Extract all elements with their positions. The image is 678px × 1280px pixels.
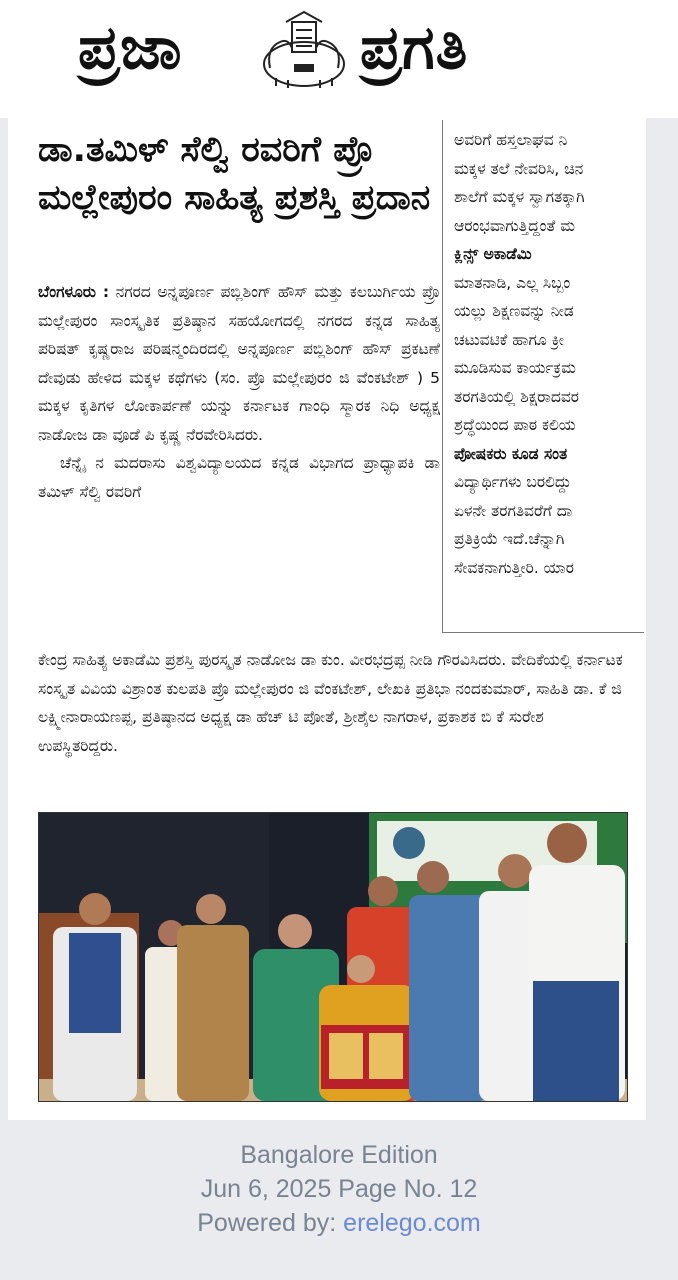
- date-page-label: Jun 6, 2025 Page No. 12: [200, 1175, 478, 1203]
- side-line: ಸೇವಕನಾಗುತ್ತೀರಿ. ಯಾರ: [454, 558, 574, 577]
- side-line: ಪ್ರತಿಕ್ರಿಯೆ ಇದೆ.ಚೆನ್ನಾಗಿ: [454, 530, 565, 548]
- side-line: ಏಳನೇ ತರಗತಿವರೆಗೆ ದಾ: [454, 501, 573, 520]
- column-divider: [442, 120, 443, 632]
- side-line: ತರಗತಿಯಲ್ಲಿ ಶಿಕ್ಷರಾದವರ: [454, 387, 579, 406]
- article-paragraph-2: ಚೆನ್ನೈ ನ ಮದರಾಸು ವಿಶ್ವವಿದ್ಯಾಲಯದ ಕನ್ನಡ ವಿಭಾಗದ ಪ್ರಾಧ್ಯಾಪಕಿ ಡಾ ತಮಿಳ್ ಸೆಲ್ವಿ ರವರಿಗೆ: [38, 454, 440, 501]
- side-line: ಮೂಡಿಸುವ ಕಾರ್ಯಕ್ರಮ: [454, 359, 576, 377]
- page-footer: [0, 1138, 678, 1240]
- side-article-column: [454, 126, 646, 626]
- elephant-emblem-icon: [256, 8, 352, 96]
- masthead-title-right: ಪ್ರಗತಿ: [360, 13, 469, 83]
- side-line: ಶಾಲೆಗೆ ಮಕ್ಕಳ ಸ್ವಾಗತಕ್ಕಾಗಿ: [454, 188, 585, 206]
- powered-by-prefix: Powered by:: [197, 1209, 337, 1237]
- article-paragraph-1: ನಗರದ ಅನ್ನಪೂರ್ಣ ಪಬ್ಲಿಶಿಂಗ್ ಹೌಸ್ ಮತ್ತು ಕಲಬುರ್ಗಿಯ ಪ್ರೊ ಮಲ್ಲೇಪುರಂ ಸಾಂಸ್ಕೃತಿಕ ಪ್ರತಿಷ್ಠಾನ ಸಹಯೋಗದಲ್ಲಿ ನಗರದ ಕನ್ನಡ ಸಾಹಿತ್ಯ ಪರಿಷತ್ ಕೃಷ್ಣರಾಜ ಪರಿಷನ್ಮಂದಿರದಲ್ಲಿ ಅನ್ನಪೂರ್ಣ ಪಬ್ಲಿಶಿಂಗ್ ಹೌಸ್ ಪ್ರಕಟಣೆ ದೇವುಡು ಹೇಳಿದ ಮಕ್ಕಳ ಕಥೆಗಳು (ಸಂ. ಪ್ರೊ ಮಲ್ಲೇಪುರಂ ಜಿ ವೆಂಕಟೇಶ್ ) 5 ಮಕ್ಕಳ ಕೃತಿಗಳ ಲೋಕಾರ್ಪಣೆ ಯನ್ನು ಕರ್ನಾಟಕ ಗಾಂಧಿ ಸ್ಮಾರಕ ನಿಧಿ ಅಧ್ಯಕ್ಷ ನಾಡೋಜ ಡಾ ವೂಡೆ ಪಿ ಕೃಷ್ಣ ನೆರವೇರಿಸಿದರು.: [38, 283, 440, 444]
- side-line: ಮಕ್ಕಳ ತಲೆ ನೇವರಿಸಿ, ಚಿನ: [454, 159, 584, 178]
- event-photo: [38, 812, 628, 1102]
- side-line: ಚಟುವಟಿಕೆ ಹಾಗೂ ಕ್ರೀ: [454, 330, 565, 349]
- side-line: ಯಲ್ಲು ಶಿಕ್ಷಣವನ್ನು ನೀಡ: [454, 302, 574, 320]
- side-line: ಪೋಷಕರು ಕೂಡ ಸಂತ: [454, 444, 568, 463]
- powered-by-link[interactable]: erelego.com: [343, 1209, 481, 1237]
- side-line: ಕ್ಲಿನ್ಸ್ ಅಕಾಡೆಮಿ: [454, 245, 532, 263]
- banner-logo-icon: [393, 827, 425, 859]
- column-divider-bottom: [442, 632, 644, 633]
- powered-by-line: [0, 1206, 678, 1240]
- article-paragraph-2-continued: ಕೇಂದ್ರ ಸಾಹಿತ್ಯ ಅಕಾಡೆಮಿ ಪ್ರಶಸ್ತಿ ಪುರಸ್ಕೃತ ನಾಡೋಜ ಡಾ ಕುಂ. ವೀರಭದ್ರಪ್ಪ ನೀಡಿ ಗೌರವಿಸಿದರು. ವೇದಿಕೆಯಲ್ಲಿ ಕರ್ನಾಟಕ ಸಂಸ್ಕೃತ ವಿವಿಯ ವಿಶ್ರಾಂತ ಕುಲಪತಿ ಪ್ರೊ ಮಲ್ಲೇಪುರಂ ಜಿ ವೆಂಕಟೇಶ್, ಲೇಖಕಿ ಪ್ರತಿಭಾ ನಂದಕುಮಾರ್, ಸಾಹಿತಿ ಡಾ. ಕೆ ಜಿ ಲಕ್ಷ್ಮೀನಾರಾಯಣಪ್ಪ, ಪ್ರತಿಷ್ಠಾನದ ಅಧ್ಯಕ್ಷ ಡಾ ಹೆಚ್ ಟಿ ಪೋತೆ, ಶ್ರೀಶೈಲ ನಾಗರಾಳ, ಪ್ರಕಾಶಕ ಬಿ ಕೆ ಸುರೇಶ ಉಪಸ್ಥಿತರಿದ್ದರು.: [38, 651, 623, 755]
- side-line: ವಿದ್ಯಾರ್ಥಿಗಳು ಬರಲಿದ್ದು: [454, 473, 572, 491]
- newspaper-clipping: [8, 118, 646, 1120]
- side-line: ಮಾತನಾಡಿ, ಎಲ್ಲ ಸಿಬ್ಬಂ: [454, 273, 571, 292]
- masthead: [0, 0, 678, 118]
- side-line: ಶ್ರದ್ಧೆಯಿಂದ ಪಾಠ ಕಲಿಯ: [454, 416, 576, 434]
- article-column-left: [38, 278, 440, 506]
- article-dateline: ಬೆಂಗಳೂರು :: [38, 283, 110, 301]
- side-line: ಆರಂಭವಾಗುತ್ತಿದ್ದಂತೆ ಮ: [454, 216, 575, 235]
- masthead-title-left: ಪ್ರಜಾ: [78, 13, 183, 83]
- article-headline: ಡಾ.ತಮಿಳ್ ಸೆಲ್ವಿ ರವರಿಗೆ ಪ್ರೊ ಮಲ್ಲೇಪುರಂ ಸಾಹಿತ್ಯ ಪ್ರಶಸ್ತಿ ಪ್ರದಾನ: [38, 130, 431, 218]
- edition-label: Bangalore Edition: [240, 1141, 438, 1169]
- side-line: ಅವರಿಗೆ ಹಸ್ತಲಾಘವ ನಿ: [454, 131, 568, 149]
